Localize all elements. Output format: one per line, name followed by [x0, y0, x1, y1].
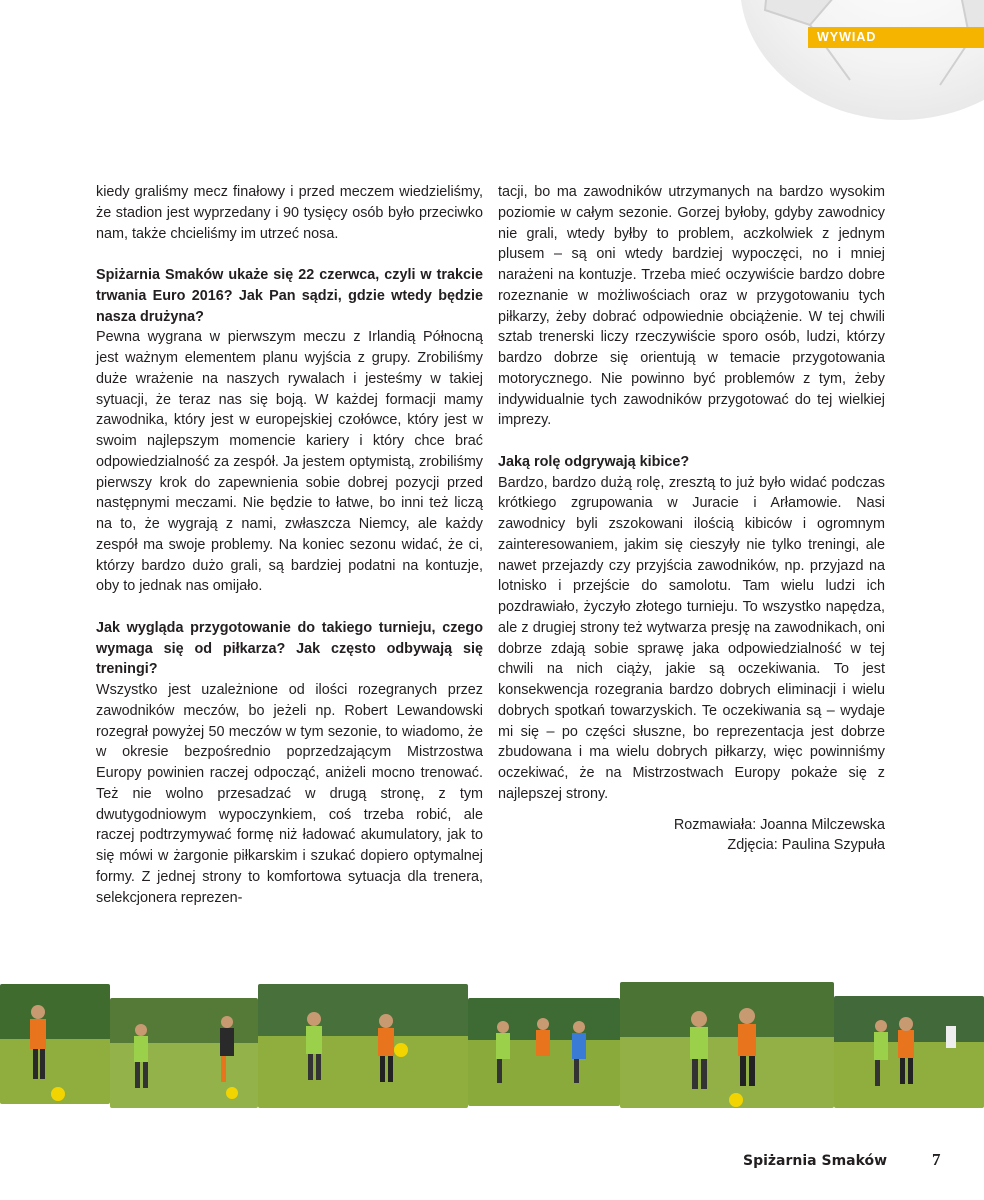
answer-preparation: Wszystko jest uzależnione od ilości rozegranych przez zawodników meczów, bo jeżeli np. Robert Lewandowski rozegrał powyżej 50 meczów w tym sezonie, to wiadomo, że w okresie bezpośrednio poprzedzającym Mistrzostwa Europy powinien raczej odpocząć, aniżeli mocno trenować. Też nie wolno przesadzać w drugą stronę, z tym dwutygodniowym wypoczynkiem, coś trzeba robić, ale raczej podtrzymywać formę niż ładować akumulatory, jak to się mówi w żargonie piłkarskim i szukać dopiero optymalnej formy. Z jednej strony to komfortowa sytuacja dla trenera, selekcjonera reprezen-	[96, 682, 483, 906]
football-pattern-icon	[740, 0, 984, 120]
article-column-left	[96, 182, 483, 908]
football-graphic	[740, 0, 984, 120]
continuation-paragraph: tacji, bo ma zawodników utrzymanych na bardzo wysokim poziomie w całym sezonie. Gorzej byłoby, gdyby zawodnicy nie grali, wtedy byłby to problem, aczkolwiek z jednym plusem – są oni wtedy bardziej wypoczęci, no i mniej narażeni na kontuzje. Trzeba mieć oczywiście bardzo dobre rozeznanie w możliwościach oraz w przygotowaniu tych piłkarzy, żeby dobrać odpowiednie obciążenie. W tej chwili sztab trenerski liczy rzeczywiście sporo osób, ludzi, którzy bardzo dobrze się orientują w temacie przygotowania motorycznego. Nie powinno być problemów z tym, żeby indywidualnie tych zawodników przygotować do tej wielkiej imprezy.	[498, 184, 885, 429]
page-number: 7	[932, 1150, 941, 1169]
magazine-title: Spiżarnia Smaków	[743, 1153, 888, 1169]
question-preparation: Jak wygląda przygotowanie do takiego turnieju, czego wymaga się od piłkarza? Jak często odbywają się treningi?	[96, 619, 483, 678]
answer-euro-2016: Pewna wygrana w pierwszym meczu z Irlandią Północną jest ważnym elementem planu wyjścia z grupy. Zrobiliśmy duże wrażenie na naszych rywalach i jesteśmy w takiej sytuacji, że teraz nas się boją. W każdej formacji mamy zawodnika, który jest w europejskiej czołówce, który jest w swoim najlepszym momencie kariery i który chce brać odpowiedzialność za zespół. Ja jestem optymistą, zrobiliśmy pierwszy krok do zapewnienia sobie dobrej pozycji przed następnymi meczami. Nie będzie to łatwe, bo inni też liczą na to, że wygrają z nami, zwłaszcza Niemcy, ale każdy zespół ma swoje problemy. Na koniec sezonu widać, że ci, którzy bardzo dużo grali, są bardziej podatni na kontuzje, oby to jednak nas omijało.	[96, 329, 483, 595]
photo-strip	[0, 978, 984, 1148]
credit-photos: Zdjęcia: Paulina Szypuła	[727, 837, 885, 854]
intro-paragraph: kiedy graliśmy mecz finałowy i przed meczem wiedzieliśmy, że stadion jest wyprzedany i 90 tysięcy osób było przeciwko nam, także chcieliśmy im utrzeć nosa.	[96, 184, 483, 242]
training-photo-1	[0, 984, 110, 1104]
training-photo-3	[258, 984, 468, 1108]
answer-fans: Bardzo, bardzo dużą rolę, zresztą to już było widać podczas krótkiego zgrupowania w Juracie i Arłamowie. Nasi zawodnicy byli zszokowani ilością kibiców i ogromnym zainteresowaniem, jakim się cieszyły nie tylko treningi, ale nawet przejazdy czy przyjścia zawodników, np. przyjazd na lotnisko i przejście do samolotu. Tam wielu ludzi ich pozdrawiało, życzyło złotego turnieju. To wszystko napędza, ale z drugiej strony też wytwarza presję na zawodnikach, oni dobrze zdają sobie sprawę jaka odpowiedzialność w tej chwili na nich ciąży, jakie są oczekiwania. To jest konsekwencja rozegrania bardzo dobrych eliminacji i wielu dobrych spotkań towarzyskich. Te oczekiwania są – wydaje mi się – po części słuszne, bo reprezentacja jest dobrze zbudowana i ma wielu dobrych piłkarzy, więc powinniśmy oczekiwać, że na Mistrzostwach Europy pokaże się z najlepszej strony.	[498, 474, 885, 802]
question-euro-2016: Spiżarnia Smaków ukaże się 22 czerwca, czyli w trakcie trwania Euro 2016? Jak Pan sądzi, gdzie wtedy będzie nasza drużyna?	[96, 267, 483, 325]
credits	[498, 815, 885, 857]
training-photo-6	[834, 996, 984, 1108]
article-column-right	[498, 182, 885, 856]
training-photo-5	[620, 982, 834, 1108]
question-fans: Jaką rolę odgrywają kibice?	[498, 453, 690, 470]
credit-interview: Rozmawiała: Joanna Milczewska	[673, 816, 885, 833]
training-photo-2	[110, 998, 258, 1108]
section-tag: WYWIAD	[808, 27, 984, 48]
training-photo-4	[468, 998, 620, 1106]
